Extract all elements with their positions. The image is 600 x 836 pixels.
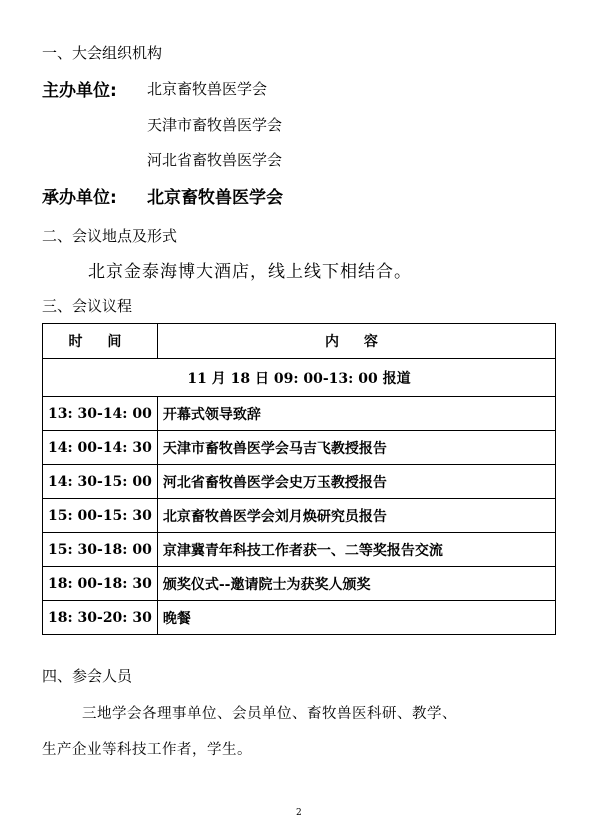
header-time: 时 间 xyxy=(43,324,158,359)
section-2-heading: 二、会议地点及形式 xyxy=(42,227,178,245)
organizer-value: 北京畜牧兽医学会 xyxy=(147,188,283,208)
row-time: 15: 00-15: 30 xyxy=(43,499,158,533)
attendees-line-1: 三地学会各理事单位、会员单位、畜牧兽医科研、教学、 xyxy=(82,706,457,722)
row-content: 京津冀青年科技工作者获一、二等奖报告交流 xyxy=(157,533,555,567)
row-time: 14: 30-15: 00 xyxy=(43,465,158,499)
attendees-line-2: 生产企业等科技工作者，学生。 xyxy=(42,742,252,758)
row-time: 18: 30-20: 30 xyxy=(43,601,158,635)
row-content: 颁奖仪式--邀请院士为获奖人颁奖 xyxy=(157,567,555,601)
agenda-table xyxy=(42,323,556,635)
section-3-heading: 三、会议议程 xyxy=(42,297,133,315)
row-time: 13: 30-14: 00 xyxy=(43,397,158,431)
table-row xyxy=(43,601,556,635)
row-content: 河北省畜牧兽医学会史万玉教授报告 xyxy=(157,465,555,499)
venue-text: 北京金泰海博大酒店，线上线下相结合。 xyxy=(88,262,412,282)
table-row xyxy=(43,465,556,499)
header-content: 内 容 xyxy=(157,324,555,359)
host-label: 主办单位: xyxy=(42,81,117,101)
row-content: 北京畜牧兽医学会刘月焕研究员报告 xyxy=(157,499,555,533)
host-1: 北京畜牧兽医学会 xyxy=(147,80,268,98)
row-content: 开幕式领导致辞 xyxy=(157,397,555,431)
page-number: 2 xyxy=(296,808,302,818)
section-4-heading: 四、参会人员 xyxy=(42,667,133,685)
row-content: 晚餐 xyxy=(157,601,555,635)
organizer-label: 承办单位: xyxy=(42,188,117,208)
table-header-row xyxy=(43,324,556,359)
table-row xyxy=(43,567,556,601)
table-row xyxy=(43,431,556,465)
row-time: 18: 00-18: 30 xyxy=(43,567,158,601)
table-row xyxy=(43,533,556,567)
registration-cell: 11 月 18 日 09: 00-13: 00 报道 xyxy=(43,359,556,397)
table-row xyxy=(43,499,556,533)
row-content: 天津市畜牧兽医学会马吉飞教授报告 xyxy=(157,431,555,465)
section-1-heading: 一、大会组织机构 xyxy=(42,44,163,62)
row-time: 14: 00-14: 30 xyxy=(43,431,158,465)
row-time: 15: 30-18: 00 xyxy=(43,533,158,567)
host-3: 河北省畜牧兽医学会 xyxy=(147,151,283,169)
host-2: 天津市畜牧兽医学会 xyxy=(147,116,283,134)
registration-row xyxy=(43,359,556,397)
table-row xyxy=(43,397,556,431)
